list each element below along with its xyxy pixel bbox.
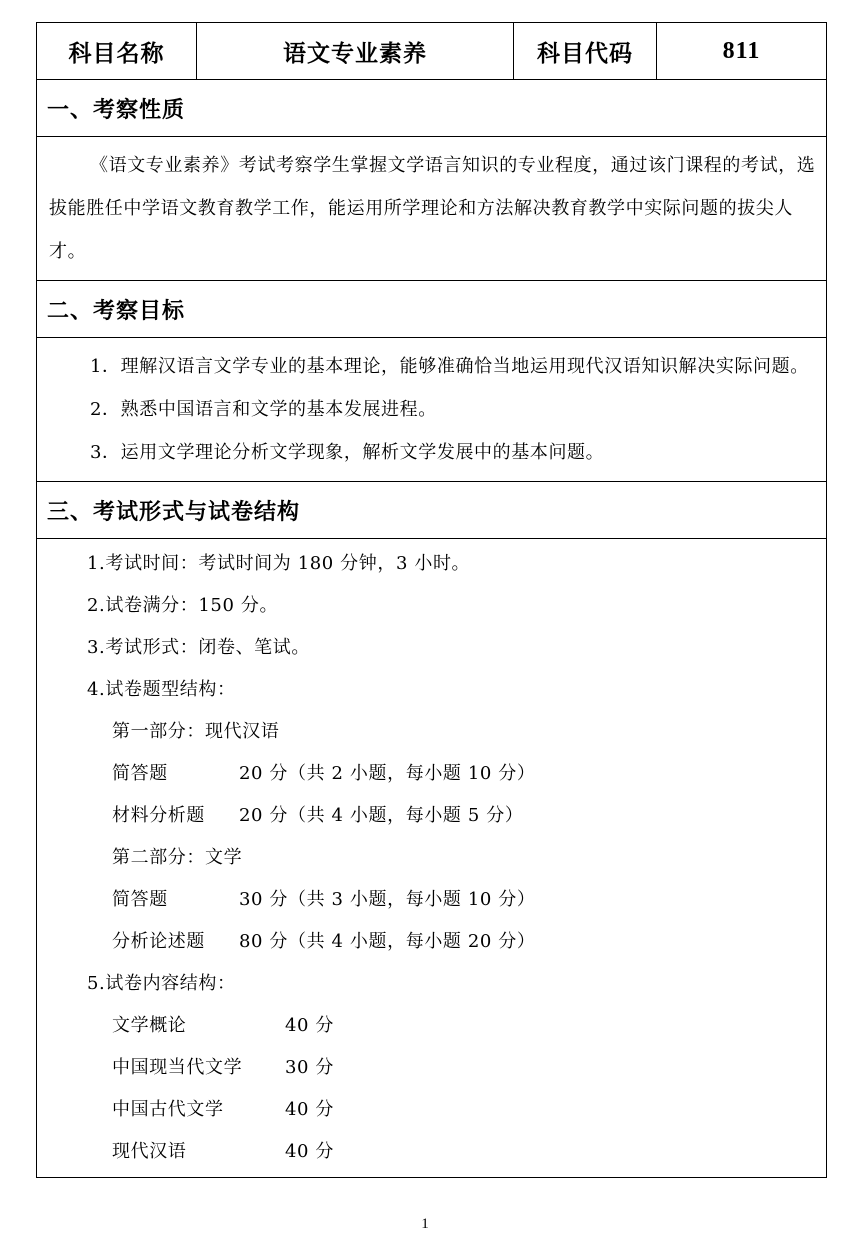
question-type-name: 简答题: [112, 763, 168, 784]
section2-title: 二、考察目标: [37, 281, 827, 338]
question-type-detail: 20 分（共 2 小题，每小题 10 分）: [239, 763, 536, 784]
section3-body-row: [37, 539, 827, 1178]
exam-duration: 1.考试时间：考试时间为 180 分钟，3 小时。: [87, 553, 471, 574]
question-type-row: [37, 795, 826, 837]
content-score: 30 分: [285, 1057, 335, 1078]
part2-title: 第二部分：文学: [112, 847, 243, 868]
content-score: 40 分: [285, 1015, 335, 1036]
exam-structure-list: [37, 539, 826, 1177]
section1-body: [37, 137, 827, 281]
content-name: 中国现当代文学: [112, 1057, 243, 1078]
content-score: 40 分: [285, 1141, 335, 1162]
objective-item: 2．熟悉中国语言和文学的基本发展进程。: [90, 399, 437, 420]
content-structure-heading: 5.试卷内容结构：: [87, 973, 236, 994]
question-type-detail: 30 分（共 3 小题，每小题 10 分）: [239, 889, 536, 910]
part1-title: 第一部分：现代汉语: [112, 721, 280, 742]
content-row: [37, 1131, 826, 1173]
question-type-name: 分析论述题: [112, 931, 205, 952]
question-type-detail: 20 分（共 4 小题，每小题 5 分）: [239, 805, 524, 826]
question-type-detail: 80 分（共 4 小题，每小题 20 分）: [239, 931, 536, 952]
section2-body-row: [37, 338, 827, 482]
content-score: 40 分: [285, 1099, 335, 1120]
section1-paragraph: 《语文专业素养》考试考察学生掌握文学语言知识的专业程度，通过该门课程的考试，选拔能胜任中学语文教育教学工作，能运用所学理论和方法解决教育教学中实际问题的拔尖人才。: [49, 155, 816, 262]
page-number: 1: [421, 1216, 429, 1232]
exam-format: 3.考试形式：闭卷、笔试。: [87, 637, 310, 658]
content-name: 现代汉语: [112, 1141, 187, 1162]
content-name: 中国古代文学: [112, 1099, 224, 1120]
subject-code-value: 811: [657, 23, 827, 80]
section3-body: [37, 539, 827, 1178]
subject-code-label: 科目代码: [514, 23, 657, 80]
section1-title: 一、考察性质: [37, 80, 827, 137]
exam-full-score: 2.试卷满分：150 分。: [87, 595, 279, 616]
section2-body: [37, 338, 827, 482]
question-type-structure-heading: 4.试卷题型结构：: [87, 679, 236, 700]
section1-heading-row: [37, 80, 827, 137]
syllabus-table: [36, 22, 827, 1178]
header-row: [37, 23, 827, 80]
section1-body-row: [37, 137, 827, 281]
content-row: [37, 1005, 826, 1047]
question-type-name: 简答题: [112, 889, 168, 910]
section3-heading-row: [37, 482, 827, 539]
content-name: 文学概论: [112, 1015, 187, 1036]
question-type-name: 材料分析题: [112, 805, 205, 826]
section3-title: 三、考试形式与试卷结构: [37, 482, 827, 539]
content-row: [37, 1089, 826, 1131]
question-type-row: [37, 921, 826, 963]
question-type-row: [37, 753, 826, 795]
subject-name-value: 语文专业素养: [197, 23, 514, 80]
question-type-row: [37, 879, 826, 921]
content-row: [37, 1047, 826, 1089]
section2-heading-row: [37, 281, 827, 338]
objective-item: 1．理解汉语言文学专业的基本理论，能够准确恰当地运用现代汉语知识解决实际问题。: [90, 356, 809, 377]
objective-item: 3．运用文学理论分析文学现象，解析文学发展中的基本问题。: [90, 442, 605, 463]
subject-name-label: 科目名称: [37, 23, 197, 80]
